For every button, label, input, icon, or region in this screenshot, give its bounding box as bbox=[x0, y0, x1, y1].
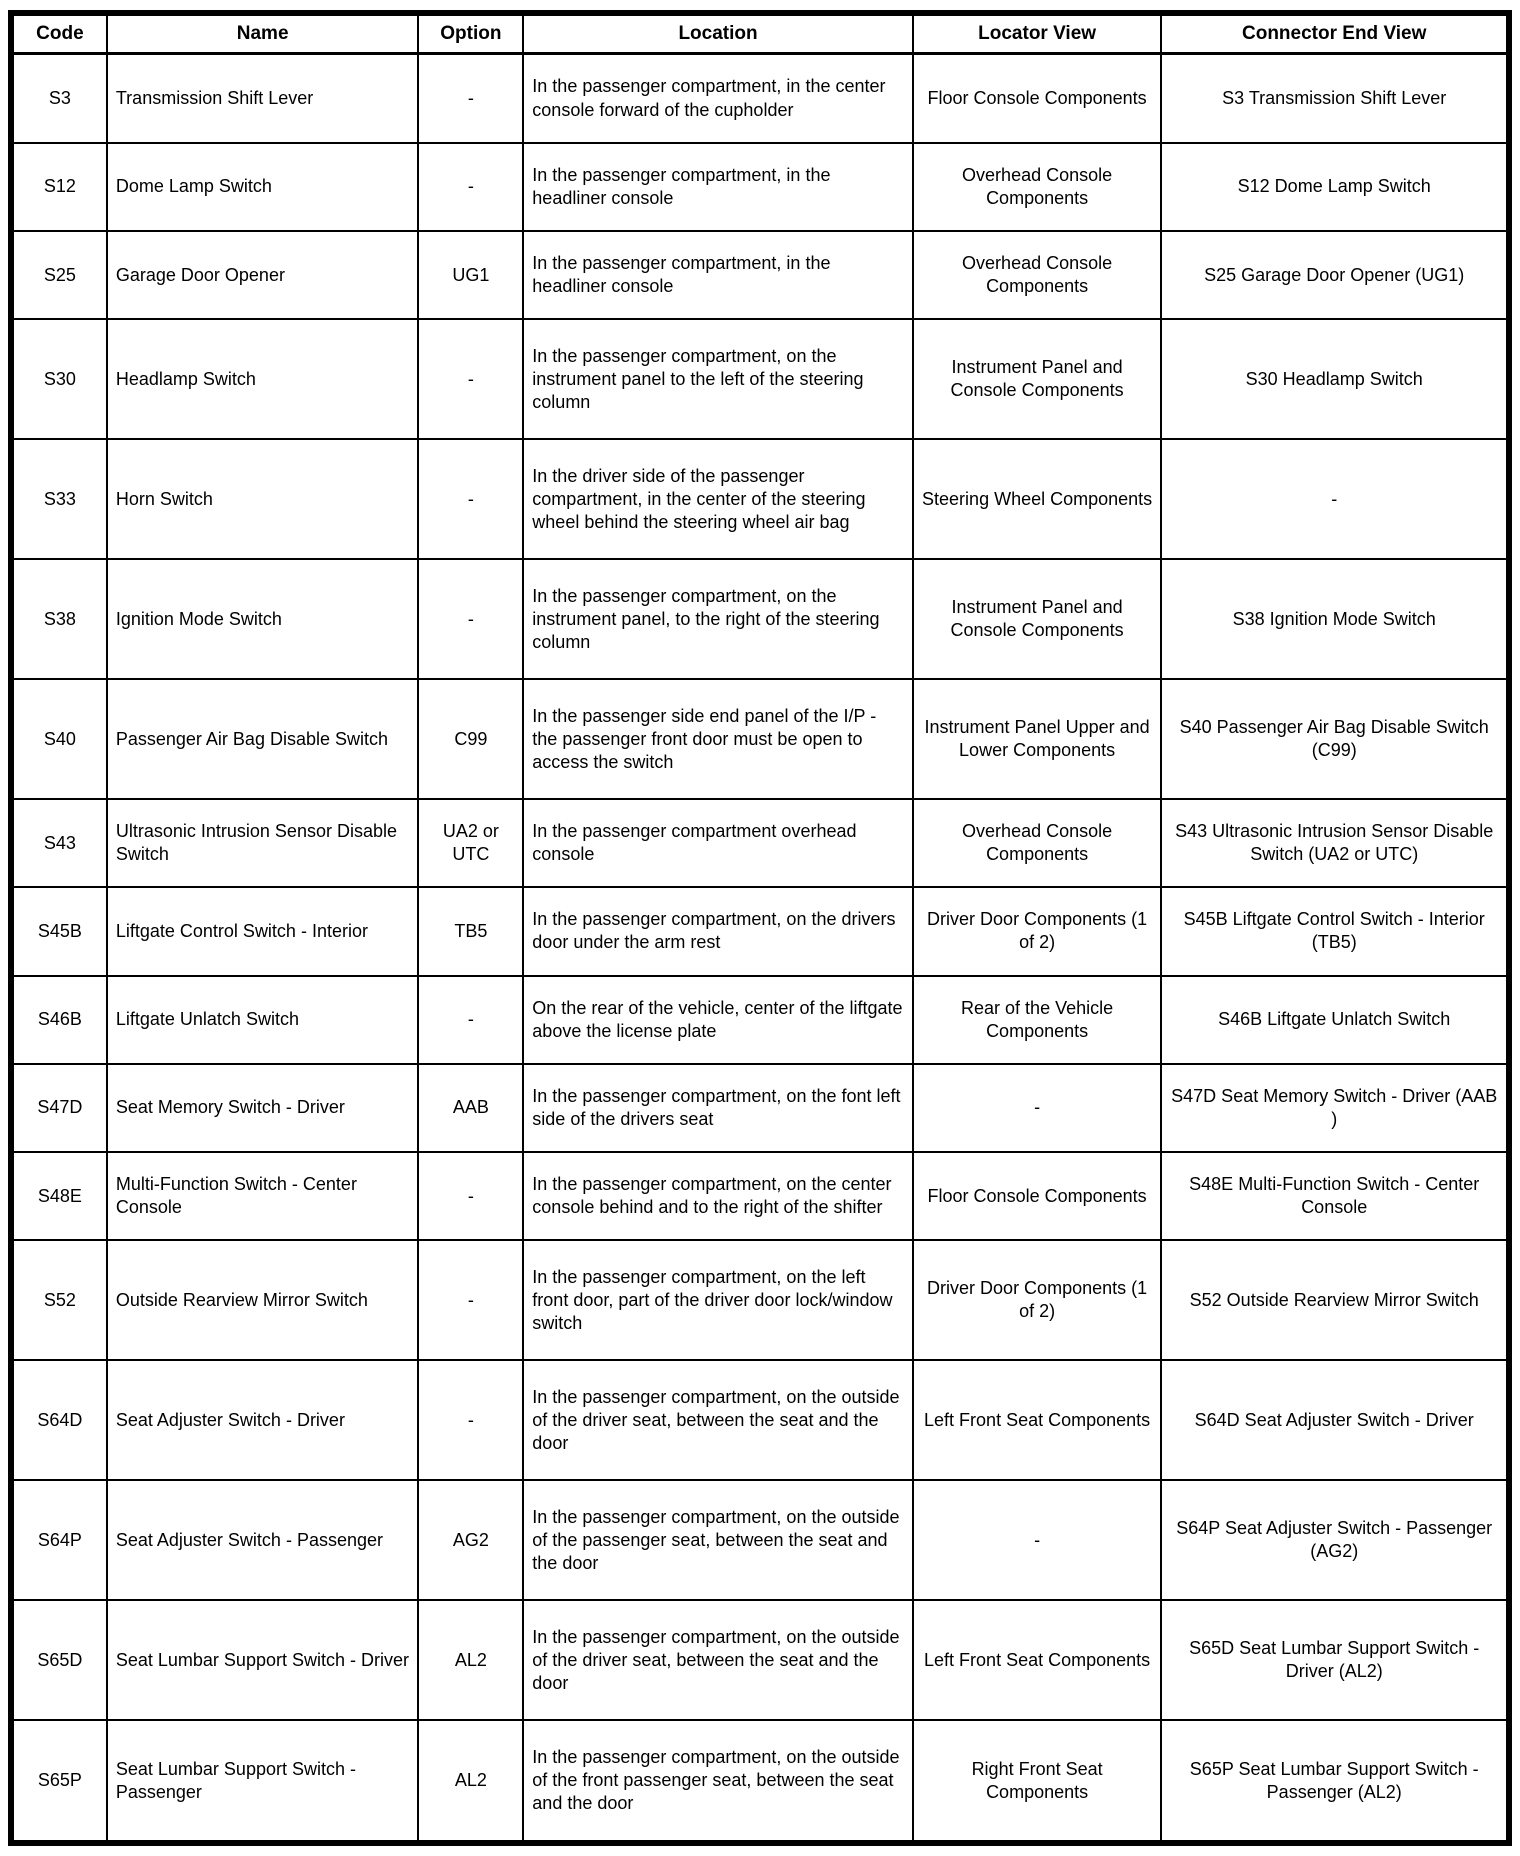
table-header bbox=[11, 13, 1509, 54]
cell-code: S47D bbox=[11, 1064, 107, 1152]
cell-connector-end-view: S52 Outside Rearview Mirror Switch bbox=[1161, 1240, 1509, 1360]
cell-locator-view: - bbox=[913, 1064, 1162, 1152]
cell-name: Ultrasonic Intrusion Sensor Disable Switch bbox=[107, 799, 419, 887]
cell-connector-end-view: S64D Seat Adjuster Switch - Driver bbox=[1161, 1360, 1509, 1480]
table-row bbox=[11, 679, 1509, 799]
cell-code: S52 bbox=[11, 1240, 107, 1360]
cell-connector-end-view: S12 Dome Lamp Switch bbox=[1161, 143, 1509, 231]
table-row bbox=[11, 1240, 1509, 1360]
cell-locator-view: Overhead Console Components bbox=[913, 143, 1162, 231]
cell-code: S25 bbox=[11, 231, 107, 319]
cell-name: Transmission Shift Lever bbox=[107, 54, 419, 143]
cell-code: S38 bbox=[11, 559, 107, 679]
cell-code: S46B bbox=[11, 976, 107, 1064]
cell-code: S64D bbox=[11, 1360, 107, 1480]
cell-name: Seat Adjuster Switch - Passenger bbox=[107, 1480, 419, 1600]
table-row bbox=[11, 1152, 1509, 1240]
cell-option: UG1 bbox=[418, 231, 523, 319]
cell-option: AAB bbox=[418, 1064, 523, 1152]
table-row bbox=[11, 1360, 1509, 1480]
cell-location: In the passenger compartment, on the drivers door under the arm rest bbox=[523, 887, 912, 975]
cell-option: - bbox=[418, 1360, 523, 1480]
cell-option: - bbox=[418, 143, 523, 231]
cell-location: In the passenger compartment, on the font left side of the drivers seat bbox=[523, 1064, 912, 1152]
cell-locator-view: Instrument Panel and Console Components bbox=[913, 319, 1162, 439]
cell-code: S3 bbox=[11, 54, 107, 143]
table-row bbox=[11, 1064, 1509, 1152]
cell-option: - bbox=[418, 319, 523, 439]
cell-locator-view: Right Front Seat Components bbox=[913, 1720, 1162, 1843]
cell-location: In the passenger compartment, on the outside of the driver seat, between the seat and the door bbox=[523, 1360, 912, 1480]
cell-locator-view: Floor Console Components bbox=[913, 1152, 1162, 1240]
table-row bbox=[11, 1480, 1509, 1600]
cell-option: AG2 bbox=[418, 1480, 523, 1600]
cell-option: AL2 bbox=[418, 1720, 523, 1843]
cell-name: Seat Memory Switch - Driver bbox=[107, 1064, 419, 1152]
table-row bbox=[11, 319, 1509, 439]
cell-name: Seat Adjuster Switch - Driver bbox=[107, 1360, 419, 1480]
cell-code: S64P bbox=[11, 1480, 107, 1600]
cell-location: In the passenger compartment, on the instrument panel to the left of the steering column bbox=[523, 319, 912, 439]
cell-locator-view: Steering Wheel Components bbox=[913, 439, 1162, 559]
cell-name: Multi-Function Switch - Center Console bbox=[107, 1152, 419, 1240]
header-row bbox=[11, 13, 1509, 54]
header-code: Code bbox=[11, 13, 107, 54]
cell-option: - bbox=[418, 1152, 523, 1240]
cell-code: S40 bbox=[11, 679, 107, 799]
cell-locator-view: Rear of the Vehicle Components bbox=[913, 976, 1162, 1064]
cell-connector-end-view: S3 Transmission Shift Lever bbox=[1161, 54, 1509, 143]
cell-name: Ignition Mode Switch bbox=[107, 559, 419, 679]
cell-option: - bbox=[418, 559, 523, 679]
cell-location: In the driver side of the passenger compartment, in the center of the steering wheel behind the steering wheel air bag bbox=[523, 439, 912, 559]
cell-locator-view: Floor Console Components bbox=[913, 54, 1162, 143]
cell-connector-end-view: S38 Ignition Mode Switch bbox=[1161, 559, 1509, 679]
cell-name: Seat Lumbar Support Switch - Passenger bbox=[107, 1720, 419, 1843]
header-locator-view: Locator View bbox=[913, 13, 1162, 54]
cell-name: Garage Door Opener bbox=[107, 231, 419, 319]
header-name: Name bbox=[107, 13, 419, 54]
cell-name: Horn Switch bbox=[107, 439, 419, 559]
cell-location: In the passenger compartment, on the instrument panel, to the right of the steering column bbox=[523, 559, 912, 679]
cell-code: S48E bbox=[11, 1152, 107, 1240]
component-locator-table bbox=[8, 10, 1512, 1846]
cell-location: In the passenger compartment overhead console bbox=[523, 799, 912, 887]
cell-location: In the passenger compartment, on the outside of the passenger seat, between the seat and the door bbox=[523, 1480, 912, 1600]
cell-code: S12 bbox=[11, 143, 107, 231]
cell-connector-end-view: S40 Passenger Air Bag Disable Switch (C99) bbox=[1161, 679, 1509, 799]
table-row bbox=[11, 887, 1509, 975]
cell-option: - bbox=[418, 1240, 523, 1360]
cell-connector-end-view: - bbox=[1161, 439, 1509, 559]
table-row bbox=[11, 559, 1509, 679]
cell-option: UA2 or UTC bbox=[418, 799, 523, 887]
cell-locator-view: Left Front Seat Components bbox=[913, 1600, 1162, 1720]
cell-locator-view: Left Front Seat Components bbox=[913, 1360, 1162, 1480]
table-body bbox=[11, 54, 1509, 1843]
cell-connector-end-view: S65P Seat Lumbar Support Switch - Passenger (AL2) bbox=[1161, 1720, 1509, 1843]
cell-code: S43 bbox=[11, 799, 107, 887]
cell-name: Liftgate Control Switch - Interior bbox=[107, 887, 419, 975]
cell-location: In the passenger side end panel of the I/P - the passenger front door must be open to access the switch bbox=[523, 679, 912, 799]
cell-name: Seat Lumbar Support Switch - Driver bbox=[107, 1600, 419, 1720]
cell-option: - bbox=[418, 439, 523, 559]
cell-locator-view: - bbox=[913, 1480, 1162, 1600]
cell-name: Liftgate Unlatch Switch bbox=[107, 976, 419, 1064]
cell-locator-view: Driver Door Components (1 of 2) bbox=[913, 1240, 1162, 1360]
cell-location: In the passenger compartment, on the outside of the front passenger seat, between the seat and the door bbox=[523, 1720, 912, 1843]
cell-code: S33 bbox=[11, 439, 107, 559]
cell-connector-end-view: S25 Garage Door Opener (UG1) bbox=[1161, 231, 1509, 319]
cell-code: S30 bbox=[11, 319, 107, 439]
table-row bbox=[11, 143, 1509, 231]
cell-name: Passenger Air Bag Disable Switch bbox=[107, 679, 419, 799]
cell-code: S45B bbox=[11, 887, 107, 975]
header-connector-end-view: Connector End View bbox=[1161, 13, 1509, 54]
cell-location: In the passenger compartment, in the center console forward of the cupholder bbox=[523, 54, 912, 143]
table-row bbox=[11, 54, 1509, 143]
cell-location: In the passenger compartment, on the left front door, part of the driver door lock/window switch bbox=[523, 1240, 912, 1360]
cell-option: TB5 bbox=[418, 887, 523, 975]
table-row bbox=[11, 231, 1509, 319]
cell-locator-view: Driver Door Components (1 of 2) bbox=[913, 887, 1162, 975]
cell-connector-end-view: S47D Seat Memory Switch - Driver (AAB ) bbox=[1161, 1064, 1509, 1152]
cell-location: On the rear of the vehicle, center of the liftgate above the license plate bbox=[523, 976, 912, 1064]
cell-option: C99 bbox=[418, 679, 523, 799]
cell-locator-view: Instrument Panel and Console Components bbox=[913, 559, 1162, 679]
cell-connector-end-view: S64P Seat Adjuster Switch - Passenger (AG2) bbox=[1161, 1480, 1509, 1600]
cell-name: Dome Lamp Switch bbox=[107, 143, 419, 231]
cell-name: Outside Rearview Mirror Switch bbox=[107, 1240, 419, 1360]
cell-code: S65D bbox=[11, 1600, 107, 1720]
cell-connector-end-view: S45B Liftgate Control Switch - Interior (TB5) bbox=[1161, 887, 1509, 975]
cell-option: - bbox=[418, 976, 523, 1064]
header-location: Location bbox=[523, 13, 912, 54]
cell-location: In the passenger compartment, in the headliner console bbox=[523, 143, 912, 231]
cell-connector-end-view: S65D Seat Lumbar Support Switch - Driver (AL2) bbox=[1161, 1600, 1509, 1720]
cell-code: S65P bbox=[11, 1720, 107, 1843]
cell-connector-end-view: S43 Ultrasonic Intrusion Sensor Disable Switch (UA2 or UTC) bbox=[1161, 799, 1509, 887]
cell-location: In the passenger compartment, on the outside of the driver seat, between the seat and the door bbox=[523, 1600, 912, 1720]
cell-connector-end-view: S30 Headlamp Switch bbox=[1161, 319, 1509, 439]
table-row bbox=[11, 439, 1509, 559]
cell-locator-view: Instrument Panel Upper and Lower Components bbox=[913, 679, 1162, 799]
cell-option: - bbox=[418, 54, 523, 143]
header-option: Option bbox=[418, 13, 523, 54]
cell-location: In the passenger compartment, on the center console behind and to the right of the shifter bbox=[523, 1152, 912, 1240]
table-row bbox=[11, 799, 1509, 887]
cell-connector-end-view: S48E Multi-Function Switch - Center Console bbox=[1161, 1152, 1509, 1240]
cell-location: In the passenger compartment, in the headliner console bbox=[523, 231, 912, 319]
cell-locator-view: Overhead Console Components bbox=[913, 799, 1162, 887]
cell-name: Headlamp Switch bbox=[107, 319, 419, 439]
table-row bbox=[11, 1720, 1509, 1843]
cell-connector-end-view: S46B Liftgate Unlatch Switch bbox=[1161, 976, 1509, 1064]
table-row bbox=[11, 1600, 1509, 1720]
cell-locator-view: Overhead Console Components bbox=[913, 231, 1162, 319]
table-row bbox=[11, 976, 1509, 1064]
cell-option: AL2 bbox=[418, 1600, 523, 1720]
